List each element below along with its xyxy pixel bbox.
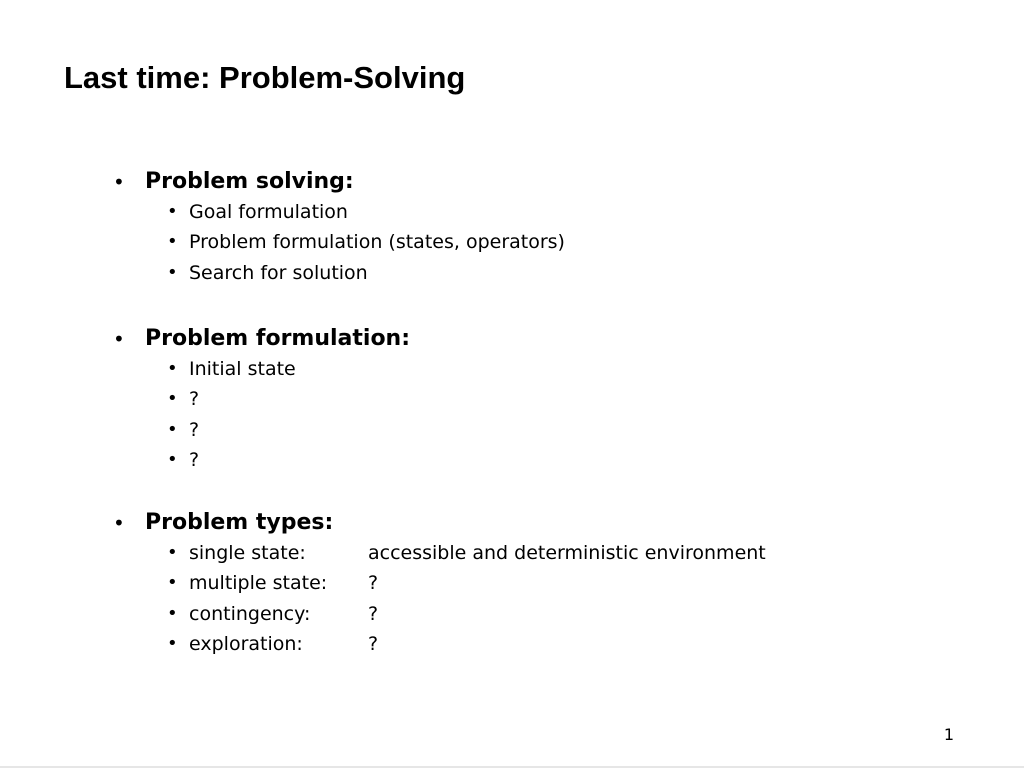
list-item-label: ? <box>189 448 200 471</box>
list-item-description: accessible and deterministic environment <box>368 542 766 564</box>
bullet-icon: • <box>167 542 178 563</box>
bullet-icon: • <box>167 261 178 283</box>
list-item-description: ? <box>368 632 379 655</box>
bullet-icon: • <box>113 327 125 351</box>
list-item-description: ? <box>368 572 379 595</box>
list-item-label: multiple state: <box>189 572 328 595</box>
bullet-icon: • <box>167 572 178 594</box>
list-item-label: ? <box>189 388 200 411</box>
bullet-icon: • <box>113 170 125 194</box>
bullet-icon: • <box>113 511 125 535</box>
list-item-label: exploration: <box>189 632 303 655</box>
list-item-label: single state: <box>189 542 306 564</box>
section-heading-label: Problem formulation: <box>145 326 411 351</box>
slide-title: Last time: Problem-Solving <box>64 60 466 95</box>
bullet-icon: • <box>167 201 178 222</box>
bullet-icon: • <box>167 602 178 624</box>
bullet-icon: • <box>167 418 178 440</box>
page-number: 1 <box>943 725 954 744</box>
bullet-icon: • <box>167 231 178 253</box>
bullet-icon: • <box>167 632 178 654</box>
list-item-label: Goal formulation <box>189 201 348 223</box>
bullet-icon: • <box>167 388 178 410</box>
section-heading-label: Problem solving: <box>145 169 354 194</box>
list-item-label: Problem formulation (states, operators) <box>189 231 565 254</box>
list-item-label: contingency: <box>189 602 311 625</box>
section-heading-label: Problem types: <box>145 510 334 535</box>
list-item-label: Initial state <box>189 358 296 380</box>
list-item-label: ? <box>189 418 200 441</box>
bullet-icon: • <box>167 358 178 379</box>
list-item-description: ? <box>368 602 379 625</box>
list-item-label: Search for solution <box>189 261 368 284</box>
bullet-icon: • <box>167 448 178 470</box>
